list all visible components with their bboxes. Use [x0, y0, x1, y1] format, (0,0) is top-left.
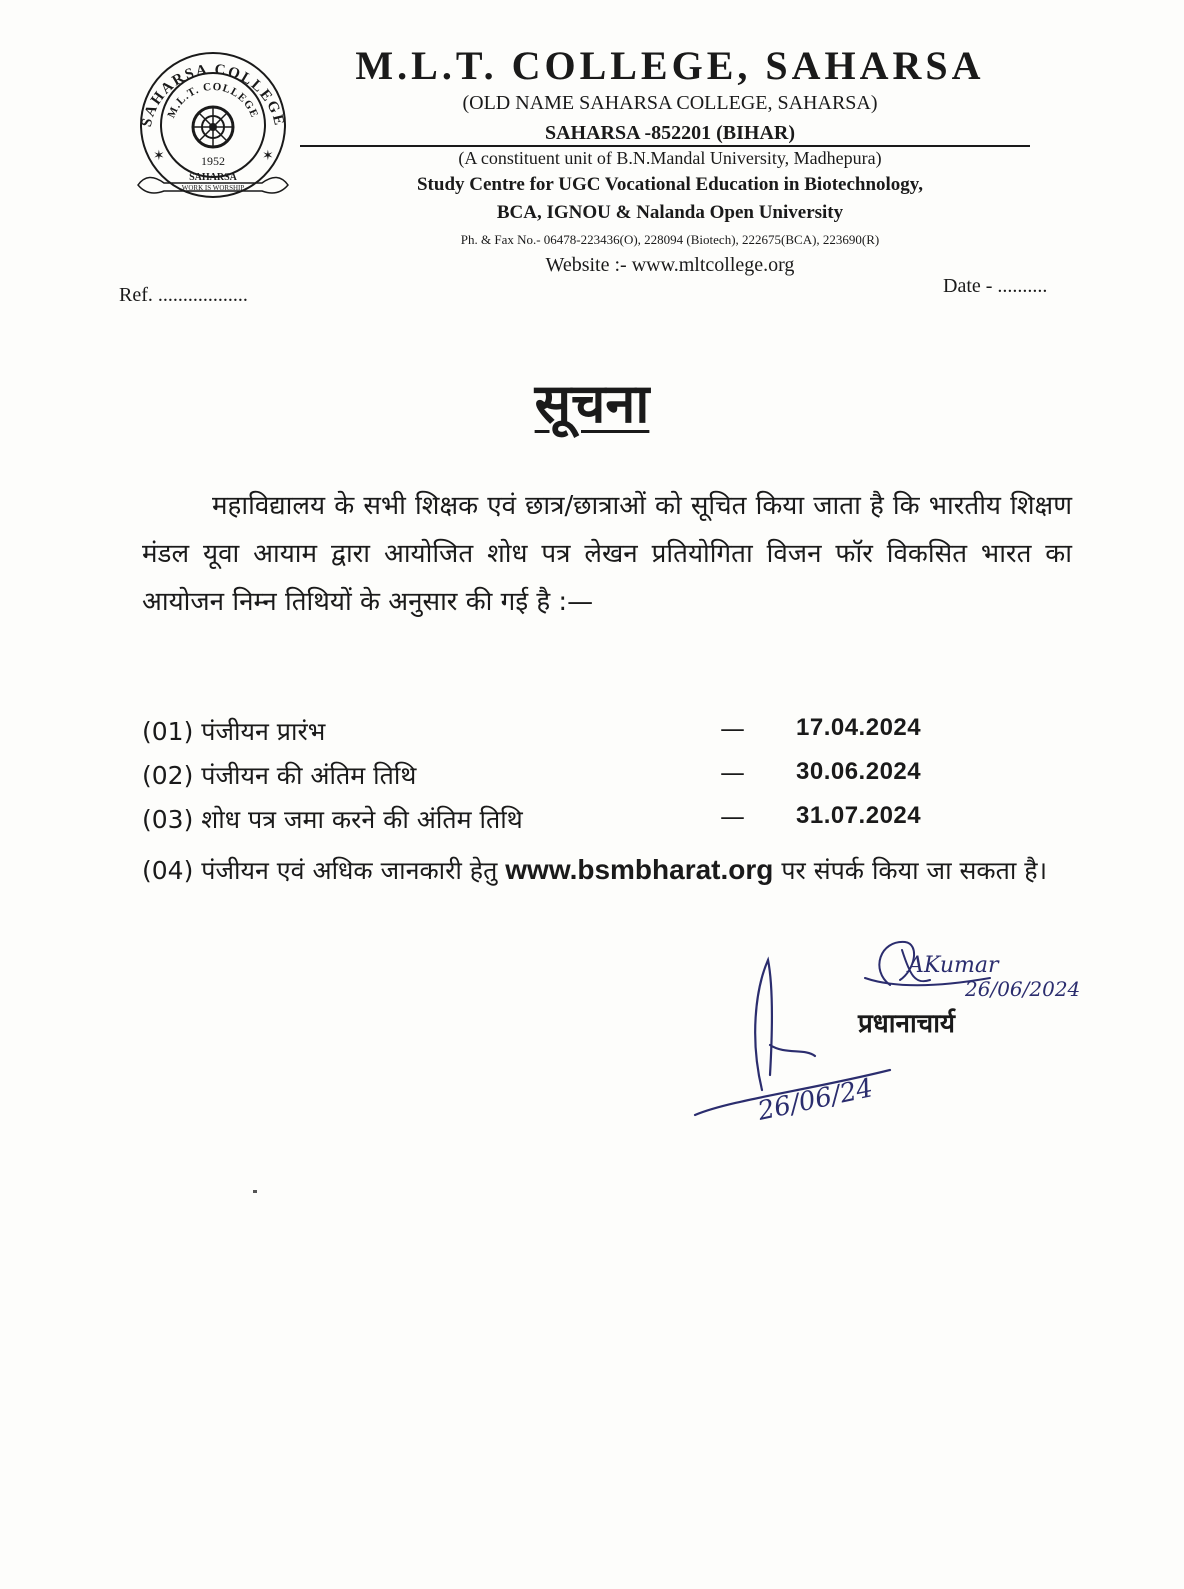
- letterhead-divider: [300, 145, 1030, 147]
- svg-text:SAHARSA COLLEGE: SAHARSA COLLEGE: [138, 61, 288, 129]
- constituent-line: (A constituent unit of B.N.Mandal University, Madhepura): [458, 148, 882, 168]
- college-address: SAHARSA -852201 (BIHAR): [544, 122, 796, 144]
- notice-body: महाविद्यालय के सभी शिक्षक एवं छात्र/छात्राओं को सूचित किया जाता है कि भारतीय शिक्षण मंडल यूवा आयाम द्वारा आयोजित शोध पत्र लेखन प्रतियोगिता विजन फॉर विकसित भारत का आयोजन निम्न तिथियों के अनुसार की गई है :—: [142, 491, 1072, 617]
- schedule-dash: —: [720, 758, 745, 787]
- schedule-date: 30.06.2024: [796, 758, 922, 785]
- svg-text:M.L.T. COLLEGE: M.L.T. COLLEGE: [165, 80, 261, 120]
- schedule-date: 31.07.2024: [796, 802, 922, 829]
- svg-text:26/06/2024: 26/06/2024: [965, 977, 1081, 1001]
- study-centre-line-2: BCA, IGNOU & Nalanda Open University: [496, 202, 844, 223]
- svg-text:AKumar: AKumar: [908, 953, 999, 978]
- countersignature: [690, 950, 920, 1130]
- svg-text:1952: 1952: [201, 154, 225, 168]
- schedule-label: (03) शोध पत्र जमा करने की अंतिम तिथि: [142, 805, 523, 834]
- svg-text:26/06/24: 26/06/24: [755, 1073, 876, 1127]
- contact-suffix: पर संपर्क किया जा सकता है।: [773, 856, 1048, 885]
- svg-text:WORK IS WORSHIP: WORK IS WORSHIP: [181, 184, 245, 192]
- notice-title: सूचना: [534, 372, 650, 435]
- schedule-date: 17.04.2024: [796, 714, 922, 741]
- contact-prefix: (04) पंजीयन एवं अधिक जानकारी हेतु: [142, 856, 506, 885]
- schedule-label: (02) पंजीयन की अंतिम तिथि: [142, 761, 417, 790]
- phone-fax-line: Ph. & Fax No.- 06478-223436(O), 228094 (Biotech), 222675(BCA), 223690(R): [460, 232, 880, 247]
- scan-speck: [253, 1190, 257, 1193]
- schedule-dash: —: [720, 802, 745, 831]
- schedule-dash: —: [720, 714, 745, 743]
- date-field: Date - ..........: [943, 275, 1048, 297]
- svg-text:SAHARSA: SAHARSA: [189, 172, 237, 183]
- designation-principal: प्रधानाचार्य: [858, 1009, 956, 1039]
- college-seal-logo: [128, 45, 298, 215]
- website-line: Website :- www.mltcollege.org: [545, 254, 795, 276]
- star-icon: ✶: [262, 148, 274, 164]
- contact-info: [142, 846, 1072, 895]
- wheel-emblem-icon: [193, 107, 233, 147]
- contact-website-link[interactable]: www.bsmbharat.org: [505, 854, 774, 885]
- study-centre-line-1: Study Centre for UGC Vocational Education in Biotechnology,: [416, 174, 924, 195]
- reference-field: Ref. ..................: [119, 284, 248, 306]
- schedule-label: (01) पंजीयन प्रारंभ: [142, 717, 326, 746]
- star-icon: ✶: [153, 148, 165, 164]
- college-old-name: (OLD NAME SAHARSA COLLEGE, SAHARSA): [462, 92, 878, 114]
- college-name: M.L.T. COLLEGE, SAHARSA: [355, 43, 985, 88]
